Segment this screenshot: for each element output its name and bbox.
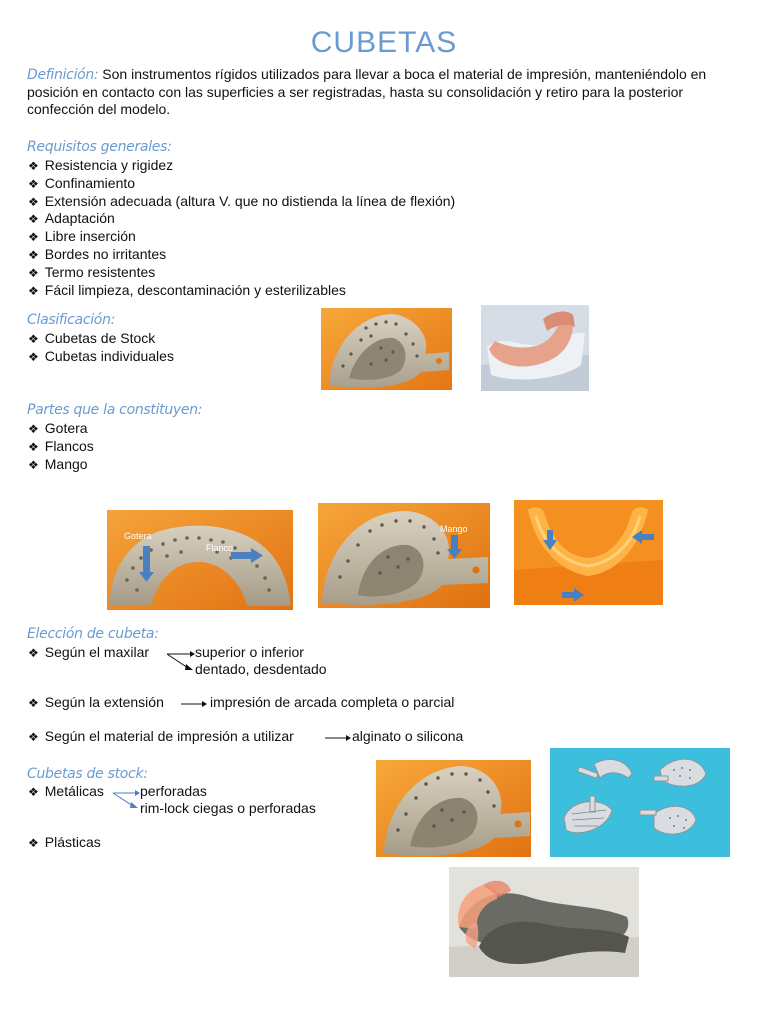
arrow-right-icon xyxy=(324,732,352,744)
extension-row xyxy=(28,694,164,712)
definition-paragraph xyxy=(27,66,737,118)
flanco-label: Flanco xyxy=(206,543,234,553)
maxilar-label: Según el maxilar xyxy=(44,644,150,660)
extension-value: impresión de arcada completa o parcial xyxy=(210,694,455,710)
page-title: CUBETAS xyxy=(310,26,458,59)
list-item: ❖ Adaptación xyxy=(28,210,455,228)
extension-label: Según la extensión xyxy=(44,694,164,710)
bullet-icon: ❖ xyxy=(28,696,39,710)
bullet-icon: ❖ xyxy=(28,785,39,799)
list-item: ❖ Fácil limpieza, descontaminación y esterilizables xyxy=(28,282,455,300)
clasificacion-list xyxy=(28,330,174,366)
plasticas-row xyxy=(28,834,101,852)
list-item: ❖ Flancos xyxy=(28,438,94,456)
list-item: ❖ Extensión adecuada (altura V. que no distienda la línea de flexión) xyxy=(28,193,455,211)
bullet-icon: ❖ xyxy=(28,730,39,744)
partes-heading: Partes que la constituyen: xyxy=(27,402,203,418)
gotera-flanco-photo xyxy=(107,510,293,610)
maxilar-option-2: dentado, desdentado xyxy=(195,661,327,677)
clasificacion-heading: Clasificación: xyxy=(27,312,116,328)
definition-heading: Definición: xyxy=(27,67,99,83)
list-item: ❖ Termo resistentes xyxy=(28,264,455,282)
maxilar-option-1: superior o inferior xyxy=(195,644,304,660)
material-value: alginato o silicona xyxy=(352,728,464,744)
list-item: ❖ Confinamiento xyxy=(28,175,455,193)
metalicas-label: Metálicas xyxy=(44,783,104,799)
maxilar-row xyxy=(28,644,149,662)
mango-label: Mango xyxy=(440,524,468,534)
stock-metal-tray-photo xyxy=(376,760,531,857)
plasticas-label: Plásticas xyxy=(44,834,101,850)
list-item: ❖ Cubetas de Stock xyxy=(28,330,174,348)
arrow-right-icon xyxy=(180,698,208,710)
gotera-label: Gotera xyxy=(124,531,152,541)
bullet-icon: ❖ xyxy=(28,646,39,660)
stock-heading: Cubetas de stock: xyxy=(27,766,148,782)
metalicas-row xyxy=(28,783,104,801)
eleccion-heading: Elección de cubeta: xyxy=(27,626,159,642)
metalicas-option-1: perforadas xyxy=(140,783,207,799)
list-item: ❖ Gotera xyxy=(28,420,94,438)
orange-impression-photo xyxy=(514,500,663,605)
requisitos-list xyxy=(28,157,455,299)
mango-photo xyxy=(318,503,490,608)
definition-text: Son instrumentos rígidos utilizados para llevar a boca el material de impresión, manteniéndolo en posición en contacto con las superficies a ser registradas, hasta su consolidación y retiro para la posterior confección del modelo. xyxy=(27,66,707,117)
metalicas-option-2: rim-lock ciegas o perforadas xyxy=(140,800,316,816)
partes-list xyxy=(28,420,94,473)
plastic-trays-photo xyxy=(449,867,639,977)
list-item: ❖ Cubetas individuales xyxy=(28,348,174,366)
list-item: ❖ Resistencia y rigidez xyxy=(28,157,455,175)
individual-tray-photo xyxy=(481,305,589,391)
assorted-trays-photo xyxy=(550,748,730,857)
material-label: Según el material de impresión a utilizar xyxy=(44,728,294,744)
bullet-icon: ❖ xyxy=(28,836,39,850)
material-row xyxy=(28,728,294,746)
list-item: ❖ Libre inserción xyxy=(28,228,455,246)
branch-arrows-icon xyxy=(112,787,142,811)
list-item: ❖ Mango xyxy=(28,456,94,474)
list-item: ❖ Bordes no irritantes xyxy=(28,246,455,264)
metal-tray-photo xyxy=(321,308,452,390)
branch-arrows-icon xyxy=(166,648,196,672)
requisitos-heading: Requisitos generales: xyxy=(27,139,172,155)
